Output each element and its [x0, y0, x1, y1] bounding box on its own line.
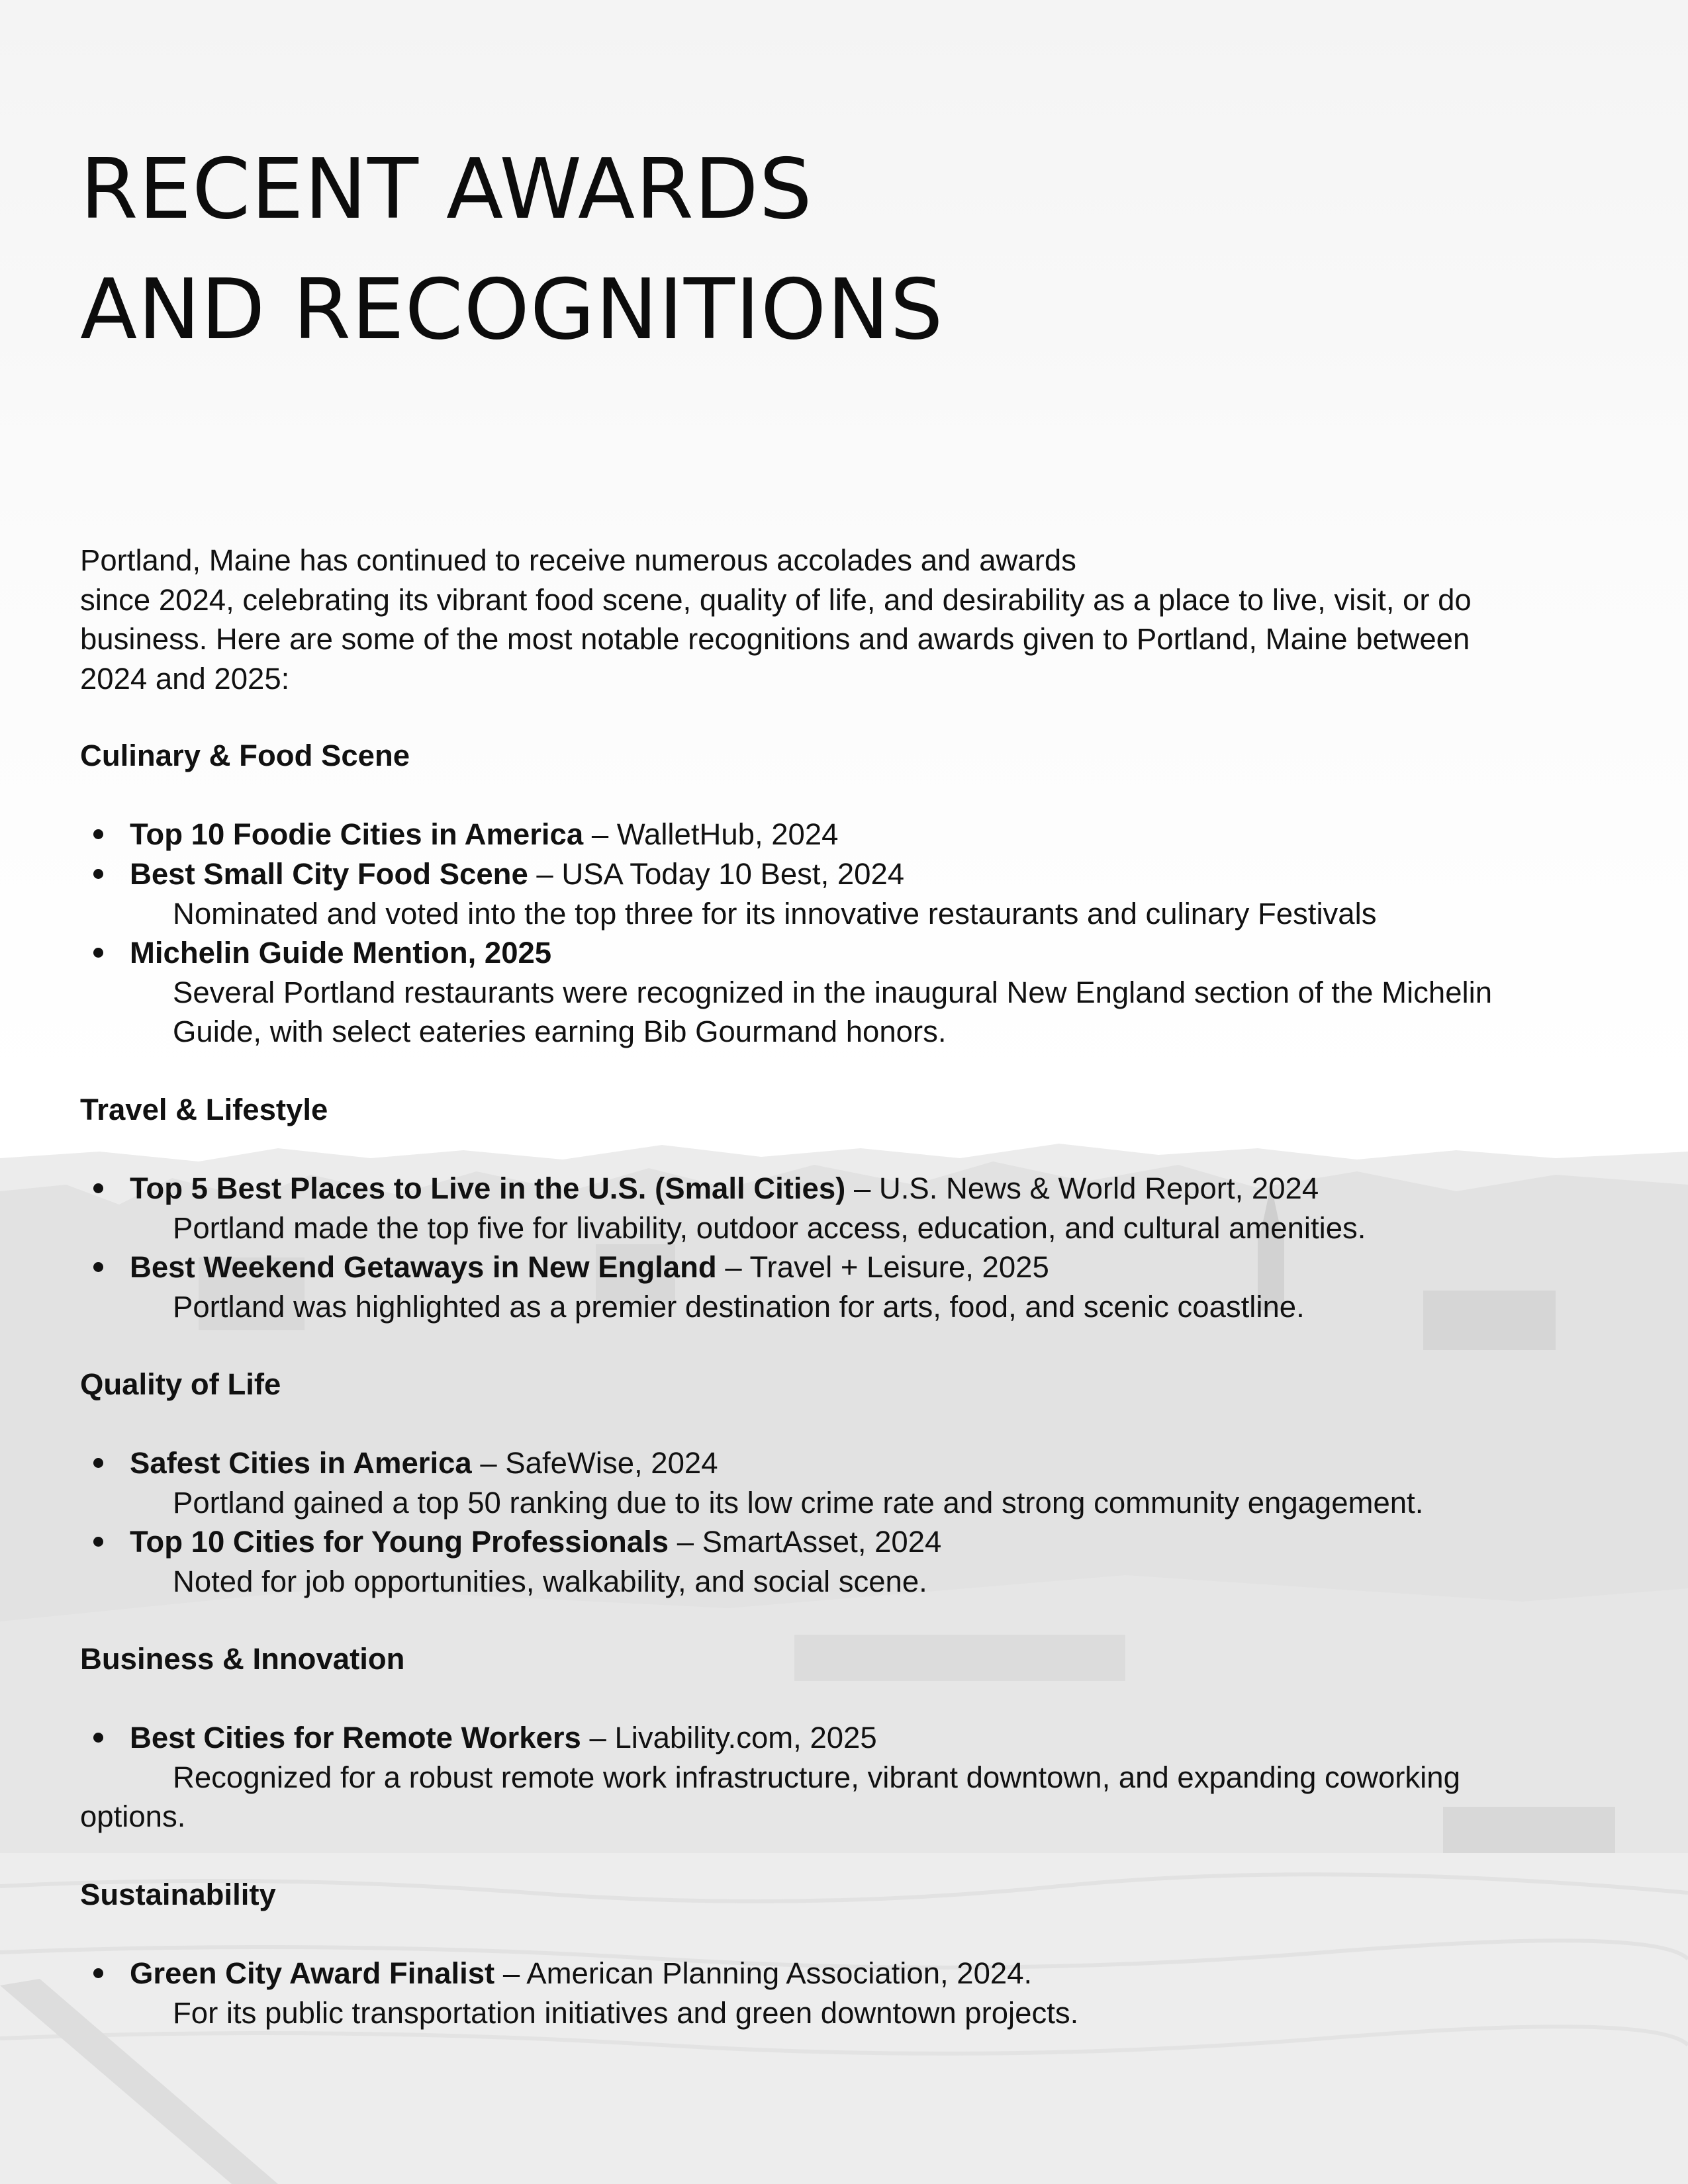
- bullet-icon: [93, 1458, 103, 1468]
- award-name: Best Cities for Remote Workers: [130, 1721, 581, 1754]
- section-heading-culinary: Culinary & Food Scene: [80, 739, 410, 772]
- bullet-icon: [93, 1183, 103, 1193]
- award-description: For its public transportation initiatives and green downtown projects.: [173, 1995, 1079, 2030]
- bullet-icon: [93, 1733, 103, 1743]
- award-name: Green City Award Finalist: [130, 1956, 495, 1990]
- page-title: [80, 129, 943, 370]
- award-item: [80, 1718, 1622, 1837]
- intro-line: since 2024, celebrating its vibrant food scene, quality of life, and desirability as a place to live, visit, or do: [80, 582, 1472, 617]
- award-item: [80, 815, 1622, 854]
- award-item: [80, 1248, 1622, 1326]
- description-line: Recognized for a robust remote work infrastructure, vibrant downtown, and expanding coworking: [173, 1760, 1460, 1794]
- award-source: – American Planning Association, 2024.: [494, 1956, 1033, 1990]
- award-name: Best Weekend Getaways in New England: [130, 1250, 717, 1284]
- bullet-icon: [93, 869, 103, 879]
- award-item: [80, 1954, 1622, 2032]
- award-name: Safest Cities in America: [130, 1446, 472, 1480]
- award-description: Noted for job opportunities, walkability, and social scene.: [173, 1564, 927, 1598]
- section-heading-business: Business & Innovation: [80, 1642, 405, 1676]
- description-line: Guide, with select eateries earning Bib Gourmand honors.: [173, 1015, 947, 1048]
- award-description: Portland was highlighted as a premier destination for arts, food, and scenic coastline.: [173, 1289, 1305, 1324]
- section-heading-quality: Quality of Life: [80, 1367, 281, 1401]
- title-line: AND RECOGNITIONS: [80, 261, 944, 358]
- section-heading-sustainability: Sustainability: [80, 1878, 276, 1911]
- bullet-icon: [93, 948, 103, 958]
- award-item: [80, 1169, 1622, 1248]
- bullet-icon: [93, 1262, 103, 1272]
- award-source: – SmartAsset, 2024: [669, 1525, 942, 1559]
- description-line: Several Portland restaurants were recognized in the inaugural New England section of the Michelin: [173, 975, 1493, 1009]
- award-source: – Travel + Leisure, 2025: [716, 1250, 1049, 1284]
- award-item: [80, 933, 1622, 1052]
- award-item: [80, 1522, 1622, 1601]
- award-source: – SafeWise, 2024: [471, 1446, 718, 1480]
- award-description: Portland made the top five for livability, outdoor access, education, and cultural amenities.: [173, 1210, 1366, 1245]
- intro-paragraph: [80, 541, 1603, 698]
- award-name: Michelin Guide Mention, 2025: [130, 936, 552, 970]
- award-name: Best Small City Food Scene: [130, 857, 528, 891]
- award-item: [80, 1443, 1622, 1522]
- section-heading-travel: Travel & Lifestyle: [80, 1093, 328, 1126]
- intro-line: Portland, Maine has continued to receive numerous accolades and awards: [80, 543, 1076, 577]
- description-line: options.: [80, 1799, 186, 1833]
- award-description: Nominated and voted into the top three for its innovative restaurants and culinary Festivals: [173, 896, 1377, 931]
- award-name: Top 10 Foodie Cities in America: [130, 817, 584, 851]
- bullet-icon: [93, 1537, 103, 1547]
- award-name: Top 10 Cities for Young Professionals: [130, 1525, 669, 1559]
- award-item: [80, 854, 1622, 933]
- award-name: Top 5 Best Places to Live in the U.S. (Small Cities): [130, 1171, 846, 1205]
- award-source: – WalletHub, 2024: [583, 817, 839, 851]
- intro-line: 2024 and 2025:: [80, 661, 290, 696]
- award-description: [80, 973, 1622, 1052]
- bullet-icon: [93, 1968, 103, 1978]
- intro-line: business. Here are some of the most notable recognitions and awards given to Portland, Maine between: [80, 622, 1470, 656]
- award-description: [80, 1758, 1622, 1837]
- award-description: Portland gained a top 50 ranking due to its low crime rate and strong community engagement.: [173, 1485, 1424, 1520]
- bullet-icon: [93, 829, 103, 839]
- title-line: RECENT AWARDS: [80, 140, 813, 238]
- award-source: – USA Today 10 Best, 2024: [528, 857, 905, 891]
- award-source: – U.S. News & World Report, 2024: [845, 1171, 1319, 1205]
- award-source: – Livability.com, 2025: [581, 1721, 877, 1754]
